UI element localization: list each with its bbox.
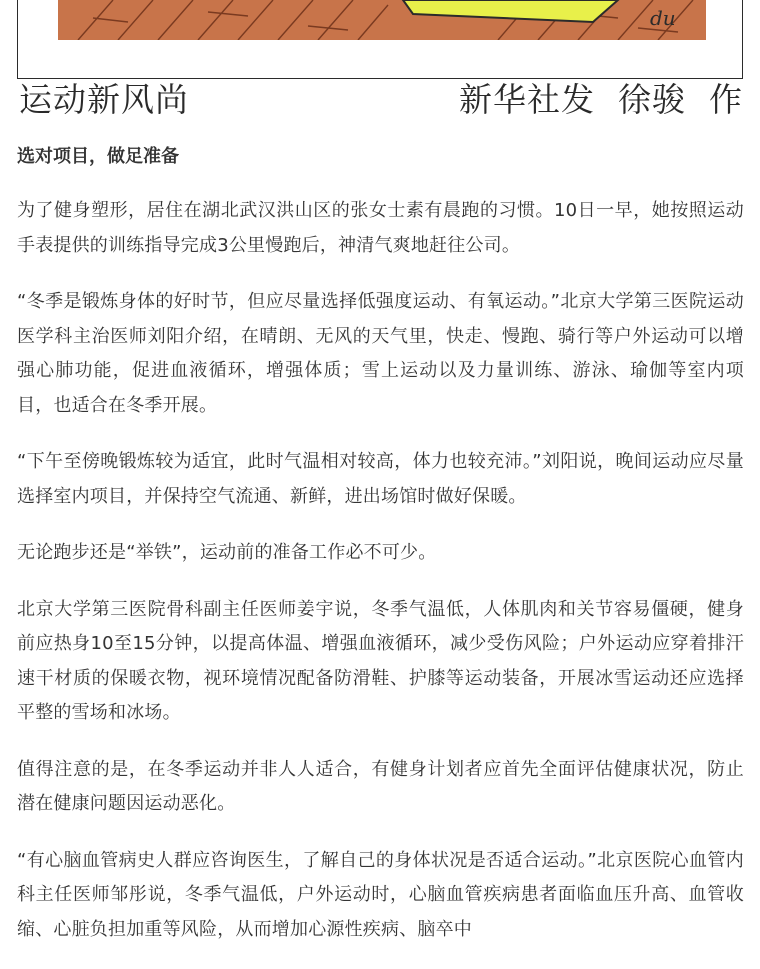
cartoon-caption-title: 运动新风尚 bbox=[19, 80, 189, 119]
cartoon-frame bbox=[17, 0, 743, 79]
paragraph-2: “冬季是锻炼身体的好时节，但应尽量选择低强度运动、有氧运动。”北京大学第三医院运动医学科主治医师刘阳介绍，在晴朗、无风的天气里，快走、慢跑、骑行等户外运动可以增强心肺功能，促进血液循环，增强体质；雪上运动以及力量训练、游泳、瑜伽等室内项目，也适合在冬季开展。 bbox=[17, 291, 744, 416]
paragraph-1: 为了健身塑形，居住在湖北武汉洪山区的张女士素有晨跑的习惯。10日一早，她按照运动手表提供的训练指导完成3公里慢跑后，神清气爽地赶往公司。 bbox=[17, 200, 744, 256]
cartoon-caption-credit: 新华社发 徐骏 作 bbox=[459, 80, 743, 119]
artist-signature: du bbox=[650, 6, 676, 30]
paragraph-6: 值得注意的是，在冬季运动并非人人适合，有健身计划者应首先全面评估健康状况，防止潜在健康问题因运动恶化。 bbox=[17, 758, 744, 814]
cartoon-illustration bbox=[17, 0, 743, 118]
article-body bbox=[17, 140, 744, 969]
paragraph-7: “有心脑血管病史人群应咨询医生，了解自己的身体状况是否适合运动。”北京医院心血管内科主任医师邹彤说，冬季气温低，户外运动时，心脑血管疾病患者面临血压升高、血管收缩、心脏负担加重等风险，从而增加心源性疾病、脑卒中 bbox=[17, 849, 744, 940]
section-heading: 选对项目，做足准备 bbox=[17, 146, 179, 167]
paragraph-3: “下午至傍晚锻炼较为适宜，此时气温相对较高，体力也较充沛。”刘阳说，晚间运动应尽量选择室内项目，并保持空气流通、新鲜，进出场馆时做好保暖。 bbox=[17, 451, 744, 507]
cartoon-drawing bbox=[18, 0, 742, 78]
paragraph-4: 无论跑步还是“举铁”，运动前的准备工作必不可少。 bbox=[17, 542, 437, 563]
paragraph-5: 北京大学第三医院骨科副主任医师姜宇说，冬季气温低，人体肌肉和关节容易僵硬，健身前应热身10至15分钟，以提高体温、增强血液循环，减少受伤风险；户外运动应穿着排汗速干材质的保暖衣物，视环境情况配备防滑鞋、护膝等运动装备，开展冰雪运动还应选择平整的雪场和冰场。 bbox=[17, 598, 744, 723]
